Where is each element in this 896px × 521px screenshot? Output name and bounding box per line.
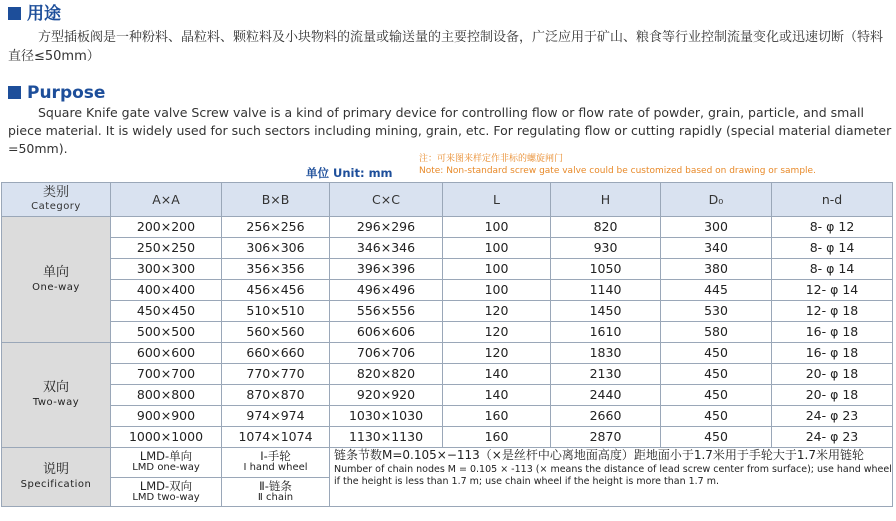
cell: 445 xyxy=(661,280,772,301)
cell: 306×306 xyxy=(222,238,330,259)
cell: 560×560 xyxy=(222,322,330,343)
spec-drive-hand-wheel: Ⅰ-手轮 Ⅰ hand wheel xyxy=(222,448,330,478)
cell: 496×496 xyxy=(330,280,443,301)
cell: 2440 xyxy=(551,385,661,406)
square-bullet-icon xyxy=(8,7,21,20)
cell: 400×400 xyxy=(111,280,222,301)
table-header-row xyxy=(2,183,893,217)
cell: 120 xyxy=(443,322,551,343)
cell: 12- φ 18 xyxy=(772,301,893,322)
cell: 24- φ 23 xyxy=(772,406,893,427)
cell: 1030×1030 xyxy=(330,406,443,427)
cell: 16- φ 18 xyxy=(772,322,893,343)
cell: 450 xyxy=(661,406,772,427)
header-category: 类别 Category xyxy=(2,183,111,217)
cell: 340 xyxy=(661,238,772,259)
category-two-way: 双向 Two-way xyxy=(2,343,111,448)
cell: 1130×1130 xyxy=(330,427,443,448)
cell: 356×356 xyxy=(222,259,330,280)
cell: 16- φ 18 xyxy=(772,343,893,364)
spec-description: 链条节数M=0.105×−113（×是丝杆中心离地面高度）距地面小于1.7米用于手轮大于1.7米用链轮 Number of chain nodes M = 0.105 × -113 (× means the distance of lead screw center from surface); use hand wheel if the height is less than 1.7 m; use chain wheel if the height is more than 1.7 m. xyxy=(330,448,893,507)
cell: 1000×1000 xyxy=(111,427,222,448)
cell: 160 xyxy=(443,427,551,448)
cell: 700×700 xyxy=(111,364,222,385)
spec-lmd-one-way: LMD-单向 LMD one-way xyxy=(111,448,222,478)
usage-text: 方型插板阀是一种粉料、晶粒料、颗粒料及小块物料的流量或输送量的主要控制设备，广泛应用于矿山、粮食等行业控制流量变化或迅速切断（特料直径≤50mm） xyxy=(8,30,884,64)
header-col: n-d xyxy=(772,183,893,217)
cell: 300 xyxy=(661,217,772,238)
table-row xyxy=(2,364,893,385)
cell: 606×606 xyxy=(330,322,443,343)
cell: 120 xyxy=(443,301,551,322)
cell: 1050 xyxy=(551,259,661,280)
cell: 120 xyxy=(443,343,551,364)
cell: 8- φ 14 xyxy=(772,259,893,280)
cell: 140 xyxy=(443,385,551,406)
header-col: L xyxy=(443,183,551,217)
purpose-heading: Purpose xyxy=(8,83,105,103)
category-one-way: 单向 One-way xyxy=(2,217,111,343)
cell: 296×296 xyxy=(330,217,443,238)
cell: 1830 xyxy=(551,343,661,364)
cell: 380 xyxy=(661,259,772,280)
table-row xyxy=(2,406,893,427)
cell: 450 xyxy=(661,385,772,406)
cell: 346×346 xyxy=(330,238,443,259)
cell: 250×250 xyxy=(111,238,222,259)
cell: 870×870 xyxy=(222,385,330,406)
cell: 456×456 xyxy=(222,280,330,301)
cell: 1074×1074 xyxy=(222,427,330,448)
unit-label: 单位 Unit: mm xyxy=(306,166,393,180)
cell: 450 xyxy=(661,343,772,364)
spec-drive-chain: Ⅱ-链条 Ⅱ chain xyxy=(222,477,330,507)
cell: 706×706 xyxy=(330,343,443,364)
note-en: Note: Non-standard screw gate valve could be customized based on drawing or sample. xyxy=(419,166,816,176)
cell: 8- φ 12 xyxy=(772,217,893,238)
cell: 974×974 xyxy=(222,406,330,427)
table-row xyxy=(2,238,893,259)
cell: 2660 xyxy=(551,406,661,427)
cell: 2870 xyxy=(551,427,661,448)
cell: 930 xyxy=(551,238,661,259)
cell: 1140 xyxy=(551,280,661,301)
cell: 800×800 xyxy=(111,385,222,406)
table-row xyxy=(2,385,893,406)
header-col: C×C xyxy=(330,183,443,217)
cell: 660×660 xyxy=(222,343,330,364)
cell: 530 xyxy=(661,301,772,322)
cell: 396×396 xyxy=(330,259,443,280)
table-row xyxy=(2,280,893,301)
cell: 300×300 xyxy=(111,259,222,280)
header-col: D₀ xyxy=(661,183,772,217)
cell: 140 xyxy=(443,364,551,385)
table-row xyxy=(2,301,893,322)
cell: 450 xyxy=(661,427,772,448)
cell: 160 xyxy=(443,406,551,427)
cell: 920×920 xyxy=(330,385,443,406)
cell: 580 xyxy=(661,322,772,343)
header-col: B×B xyxy=(222,183,330,217)
table-row xyxy=(2,427,893,448)
table-row xyxy=(2,217,893,238)
cell: 20- φ 18 xyxy=(772,385,893,406)
cell: 500×500 xyxy=(111,322,222,343)
cell: 100 xyxy=(443,259,551,280)
cell: 20- φ 18 xyxy=(772,364,893,385)
cell: 8- φ 14 xyxy=(772,238,893,259)
cell: 2130 xyxy=(551,364,661,385)
cell: 24- φ 23 xyxy=(772,427,893,448)
spec-lmd-two-way: LMD-双向 LMD two-way xyxy=(111,477,222,507)
cell: 600×600 xyxy=(111,343,222,364)
cell: 256×256 xyxy=(222,217,330,238)
spec-row xyxy=(2,448,893,478)
cell: 100 xyxy=(443,280,551,301)
cell: 450×450 xyxy=(111,301,222,322)
cell: 820×820 xyxy=(330,364,443,385)
cell: 820 xyxy=(551,217,661,238)
cell: 556×556 xyxy=(330,301,443,322)
purpose-text: Square Knife gate valve Screw valve is a kind of primary device for controlling flow or flow rate of powder, grain, particle, and small piece material. It is widely used for such sectors including mining, grain, etc. For regulating flow or cutting rapidly (special material diameter =50mm). xyxy=(8,105,892,156)
usage-heading: 用途 xyxy=(8,4,61,24)
table-row xyxy=(2,343,893,364)
cell: 1450 xyxy=(551,301,661,322)
header-col: A×A xyxy=(111,183,222,217)
note-cn: 注：可来图来样定作非标的螺旋闸门 xyxy=(419,154,564,164)
cell: 770×770 xyxy=(222,364,330,385)
header-col: H xyxy=(551,183,661,217)
cell: 100 xyxy=(443,217,551,238)
table-row xyxy=(2,322,893,343)
square-bullet-icon xyxy=(8,86,21,99)
cell: 900×900 xyxy=(111,406,222,427)
cell: 1610 xyxy=(551,322,661,343)
cell: 450 xyxy=(661,364,772,385)
cell: 12- φ 14 xyxy=(772,280,893,301)
table-row xyxy=(2,259,893,280)
cell: 200×200 xyxy=(111,217,222,238)
cell: 510×510 xyxy=(222,301,330,322)
spec-label: 说明 Specification xyxy=(2,448,111,507)
cell: 100 xyxy=(443,238,551,259)
spec-table xyxy=(1,182,893,507)
